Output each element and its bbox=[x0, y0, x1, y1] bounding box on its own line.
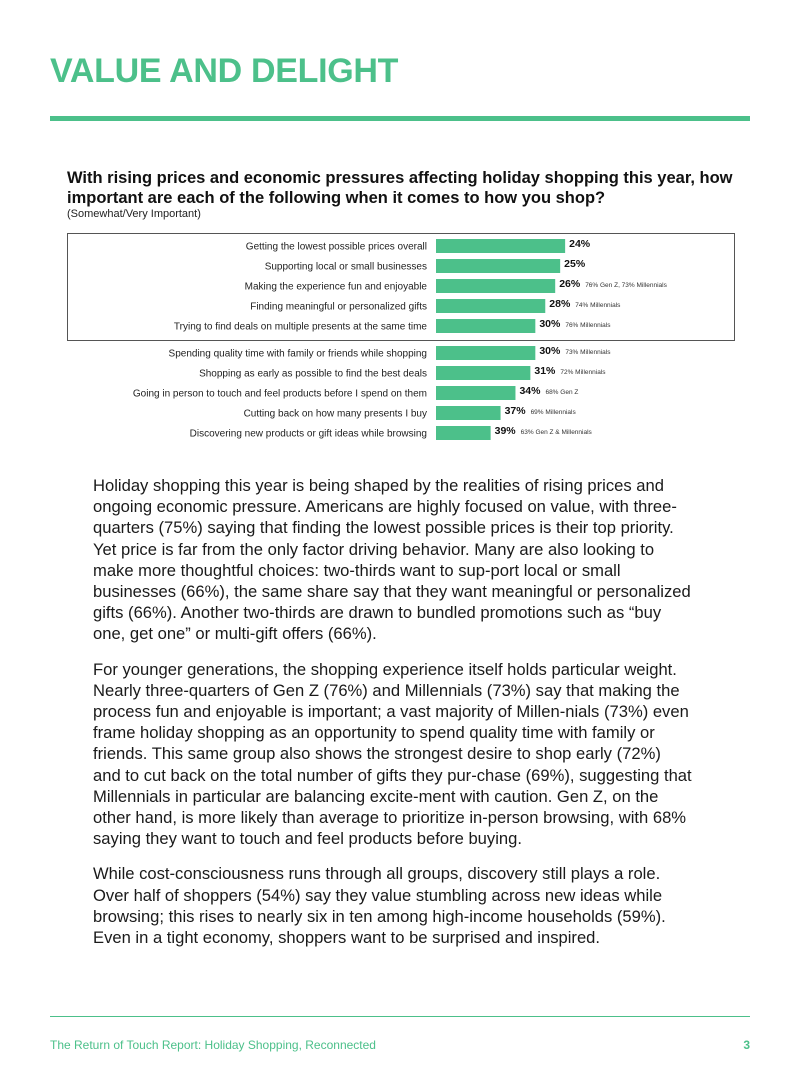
demographic-note: 63% Gen Z & Millennials bbox=[520, 429, 592, 436]
bar bbox=[436, 426, 491, 440]
bar bbox=[436, 279, 555, 293]
value-label: 39% bbox=[494, 425, 516, 437]
paragraph: Holiday shopping this year is being shaped by the realities of rising prices and ongoing economic pressure. Americans are highly focused on value, with three-quarters (75%) saying that finding the lowest possible prices is their top priority. Yet price is far from the only factor driving behavior. Many are also looking to make more thoughtful choices: two-thirds want to sup-port local or small businesses (66%), the same share say that they want meaningful or personalized gifts (66%). Another two-thirds are drawn to bundled promotions such as “buy one, get one” or multi-gift offers (66%). bbox=[93, 476, 691, 644]
page-number: 3 bbox=[743, 1038, 750, 1052]
value-label: 26% bbox=[559, 278, 581, 290]
value-label: 30% bbox=[539, 318, 561, 330]
value-label: 34% bbox=[519, 385, 541, 397]
bar-chart-svg bbox=[67, 233, 735, 445]
category-label: Cutting back on how many presents I buy bbox=[243, 408, 427, 420]
value-label: 28% bbox=[549, 298, 571, 310]
survey-question: With rising prices and economic pressures affecting holiday shopping this year, how important are each of the following when it comes to how you shop? bbox=[67, 169, 733, 207]
body-text bbox=[93, 475, 693, 962]
bar bbox=[436, 259, 560, 273]
bar bbox=[436, 346, 535, 360]
footer-divider bbox=[50, 1016, 750, 1017]
category-label: Trying to find deals on multiple presents at the same time bbox=[173, 321, 427, 333]
category-label: Making the experience fun and enjoyable bbox=[244, 281, 427, 293]
category-label: Getting the lowest possible prices overall bbox=[245, 241, 427, 253]
demographic-note: 72% Millennials bbox=[560, 369, 606, 376]
paragraph: While cost-consciousness runs through all groups, discovery still plays a role. Over half of shoppers (54%) say they value stumbling across new ideas while browsing; this rises to nearly six in ten among high-income households (59%). Even in a tight economy, shoppers want to be surprised and inspired. bbox=[93, 864, 666, 948]
page-title: VALUE AND DELIGHT bbox=[50, 52, 399, 90]
demographic-note: 76% Millennials bbox=[565, 322, 611, 329]
value-label: 37% bbox=[504, 405, 526, 417]
demographic-note: 68% Gen Z bbox=[545, 389, 579, 396]
bar bbox=[436, 319, 535, 333]
survey-subtitle: (Somewhat/Very Important) bbox=[67, 208, 201, 220]
value-label: 25% bbox=[564, 258, 586, 270]
bar bbox=[436, 386, 515, 400]
footer-report-title: The Return of Touch Report: Holiday Shopping, Reconnected bbox=[50, 1038, 376, 1052]
bar bbox=[436, 239, 565, 253]
category-label: Shopping as early as possible to find the best deals bbox=[199, 368, 427, 380]
bar bbox=[436, 406, 501, 420]
title-divider bbox=[50, 116, 750, 121]
bar-chart bbox=[67, 233, 735, 445]
demographic-note: 74% Millennials bbox=[575, 302, 621, 309]
category-label: Going in person to touch and feel products before I spend on them bbox=[132, 388, 427, 400]
value-label: 30% bbox=[539, 345, 561, 357]
paragraph: For younger generations, the shopping experience itself holds particular weight. Nearly three-quarters of Gen Z (76%) and Millennials (73%) say that making the process fun and enjoyable is important; a vast majority of Millen-nials (73%) even frame holiday shopping as an opportunity to spend quality time with family or friends. This same group also shows the strongest desire to shop early (72%) and to cut back on the total number of gifts they pur-chase (69%), suggesting that Millennials in particular are balancing excite-ment with caution. Gen Z, on the other hand, is more likely than average to prioritize in-person browsing, with 68% saying they want to touch and feel products before buying. bbox=[93, 659, 692, 849]
category-label: Discovering new products or gift ideas while browsing bbox=[189, 428, 427, 440]
value-label: 24% bbox=[569, 238, 591, 250]
bar bbox=[436, 366, 530, 380]
value-label: 31% bbox=[534, 365, 556, 377]
demographic-note: 69% Millennials bbox=[530, 409, 576, 416]
demographic-note: 73% Millennials bbox=[565, 349, 611, 356]
bar bbox=[436, 299, 545, 313]
category-label: Spending quality time with family or friends while shopping bbox=[168, 348, 427, 360]
category-label: Finding meaningful or personalized gifts bbox=[250, 301, 427, 313]
category-label: Supporting local or small businesses bbox=[264, 261, 427, 273]
demographic-note: 76% Gen Z, 73% Millennials bbox=[585, 282, 667, 289]
